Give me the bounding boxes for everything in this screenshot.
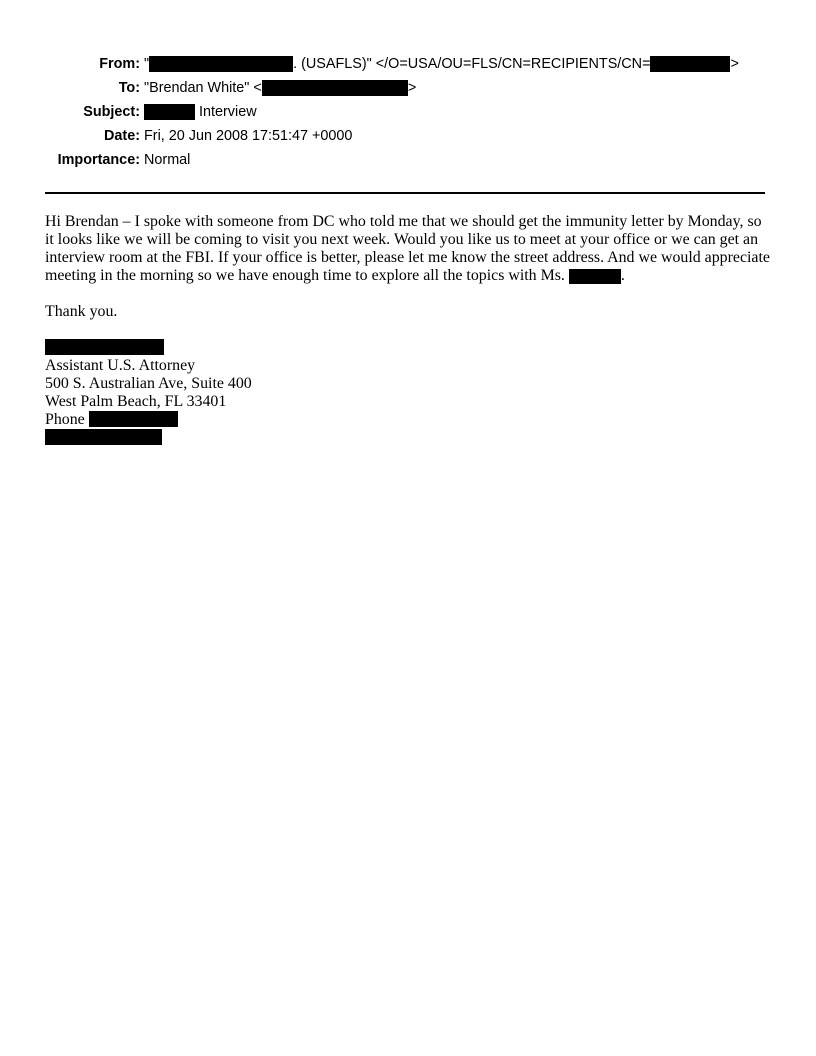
- redaction-block: [45, 429, 162, 445]
- redaction-block: [89, 411, 178, 427]
- message-end: .: [620, 267, 625, 284]
- email-header: [0, 52, 816, 172]
- email-body: [45, 213, 770, 447]
- message-paragraph: [45, 213, 770, 285]
- signature-block: [45, 339, 770, 447]
- signature-address-2: West Palm Beach, FL 33401: [45, 393, 227, 410]
- to-close: >: [407, 80, 417, 96]
- phone-label: Phone: [45, 411, 85, 428]
- importance-row: [0, 148, 816, 172]
- redaction-block: [144, 104, 195, 120]
- redaction-block: [262, 80, 408, 96]
- date-label: Date:: [104, 128, 140, 144]
- redaction-block: [45, 339, 164, 355]
- date-value: Fri, 20 Jun 2008 17:51:47 +0000: [144, 128, 353, 144]
- importance-value: Normal: [144, 152, 191, 168]
- signature-phone-line: [45, 411, 770, 429]
- from-row: [0, 52, 816, 76]
- from-label: From:: [99, 56, 140, 72]
- from-close: >: [730, 56, 739, 72]
- header-divider: [45, 192, 765, 194]
- redaction-block: [569, 269, 621, 284]
- message-text: Hi Brendan – I spoke with someone from DC who told me that we should get the immunity letter by Monday, so it looks like we will be coming to visit you next week. Would you like us to meet at your office or we can get an interview room at the FBI. If your office is better, please let me know the street address. And we would appreciate meeting in the morning so we have enough time to explore all the topics with Ms.: [45, 213, 770, 284]
- to-name: "Brendan White" <: [144, 80, 262, 96]
- signature-title: Assistant U.S. Attorney: [45, 357, 196, 374]
- subject-label: Subject:: [83, 104, 140, 120]
- to-row: [0, 76, 816, 100]
- redaction-block: [149, 56, 293, 72]
- importance-label: Importance:: [57, 152, 140, 168]
- redaction-block: [650, 56, 730, 72]
- subject-value: [144, 104, 257, 120]
- subject-row: [0, 100, 816, 124]
- subject-text: Interview: [199, 104, 257, 120]
- from-value: [144, 56, 739, 72]
- to-label: To:: [118, 80, 140, 96]
- from-open-quote: ": [144, 56, 150, 72]
- signature-name-line: [45, 339, 770, 357]
- signature-email-line: [45, 429, 770, 447]
- from-tail: . (USAFLS)" </O=USA/OU=FLS/CN=RECIPIENTS/CN=: [293, 56, 651, 72]
- to-value: [144, 80, 416, 96]
- closing-line: Thank you.: [45, 303, 118, 320]
- signature-address-1: 500 S. Australian Ave, Suite 400: [45, 375, 252, 392]
- date-row: [0, 124, 816, 148]
